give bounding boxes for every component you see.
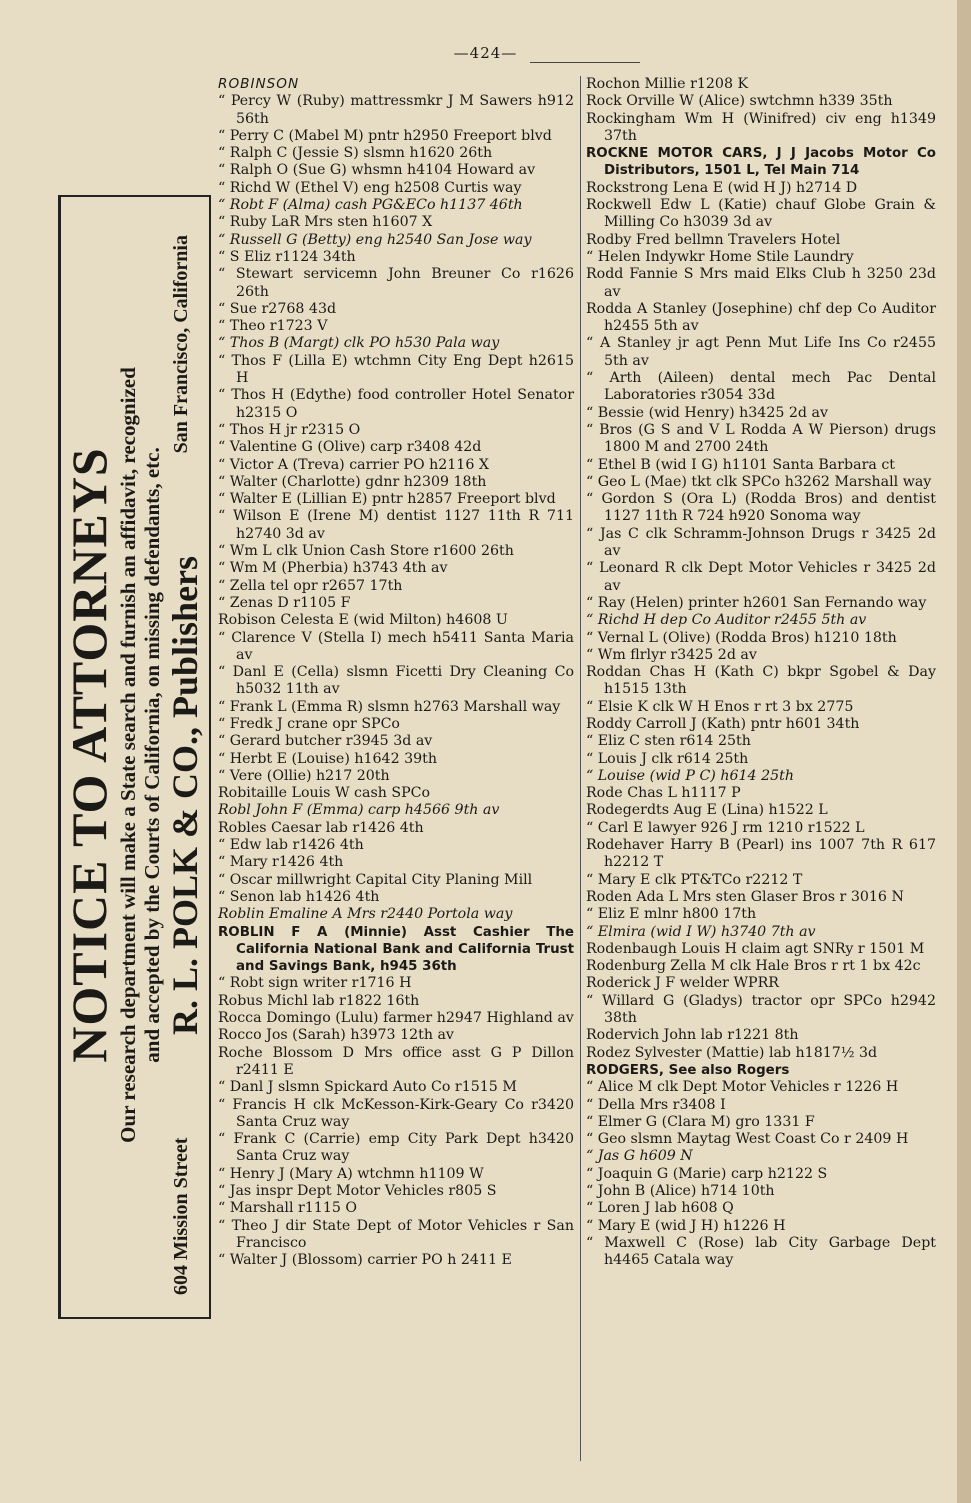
directory-entry: “ Richd W (Ethel V) eng h2508 Curtis way <box>218 179 522 196</box>
header-rule <box>530 62 640 63</box>
directory-entry: “ Russell G (Betty) eng h2540 San Jose way <box>218 231 532 248</box>
directory-entry: “ Ethel B (wid I G) h1101 Santa Barbara ct <box>586 456 895 473</box>
directory-entry: “ Alice M clk Dept Motor Vehicles r 1226 H <box>586 1079 899 1096</box>
directory-entry: Rocca Domingo (Lulu) farmer h2947 Highland av <box>218 1010 574 1027</box>
directory-entry: “ Frank L (Emma R) slsmn h2763 Marshall way <box>218 698 561 715</box>
directory-entry: “ Vere (Ollie) h217 20th <box>218 767 390 784</box>
directory-entry: “ Vernal L (Olive) (Rodda Bros) h1210 18th <box>586 629 897 646</box>
directory-entry: “ Bessie (wid Henry) h3425 2d av <box>586 404 828 421</box>
directory-entry: Roddy Carroll J (Kath) pntr h601 34th <box>586 715 860 732</box>
notice-to-attorneys <box>58 195 206 1315</box>
directory-entry: “ S Eliz r1124 34th <box>218 248 356 265</box>
directory-entry: “ Clarence V (Stella I) mech h5411 Santa Maria av <box>218 629 574 663</box>
publisher-name: R. L. POLK & CO., Publishers <box>165 555 205 1035</box>
publisher-footer <box>164 195 206 1315</box>
directory-entry: “ Sue r2768 43d <box>218 300 337 317</box>
directory-entry: Rocco Jos (Sarah) h3973 12th av <box>218 1027 454 1044</box>
directory-entry: “ Bros (G S and V L Rodda A W Pierson) drugs 1800 M and 2700 24th <box>586 421 936 456</box>
directory-entry: “ Elsie K clk W H Enos r rt 3 bx 2775 <box>586 698 854 715</box>
directory-entry: “ Wm M (Pherbia) h3743 4th av <box>218 560 448 577</box>
directory-entry: ROBINSON <box>218 76 300 92</box>
column-divider <box>580 76 581 1461</box>
directory-entry: “ Zenas D r1105 F <box>218 594 351 611</box>
directory-entry: “ Louise (wid P C) h614 25th <box>586 767 794 784</box>
directory-entry: “ Senon lab h1426 4th <box>218 888 380 905</box>
directory-entry: “ Mary E (wid J H) h1226 H <box>586 1217 786 1234</box>
directory-entry: “ Geo slsmn Maytag West Coast Co r 2409 H <box>586 1131 909 1148</box>
directory-entry: “ Thos H jr r2315 O <box>218 421 361 438</box>
directory-entry: “ Leonard R clk Dept Motor Vehicles r 3425 2d av <box>586 560 936 594</box>
directory-entry: ROCKNE MOTOR CARS, J J Jacobs Motor Co Distributors, 1501 L, Tel Main 714 <box>586 146 936 179</box>
directory-entry: “ Helen Indywkr Home Stile Laundry <box>586 248 854 265</box>
notice-title: NOTICE TO ATTORNEYS <box>61 447 117 1063</box>
directory-entry: “ Theo J dir State Dept of Motor Vehicles r San Francisco <box>218 1217 574 1251</box>
directory-entry: Rodenburg Zella M clk Hale Bros r rt 1 bx 42c <box>586 958 921 975</box>
directory-entry: “ Francis H clk McKesson-Kirk-Geary Co r3420 Santa Cruz way <box>218 1096 574 1130</box>
directory-entry: “ Geo L (Mae) tkt clk SPCo h3262 Marshall way <box>586 473 932 490</box>
directory-entry: Roden Ada L Mrs sten Glaser Bros r 3016 N <box>586 888 904 905</box>
directory-entry: “ Stewart servicemn John Breuner Co r1626 26th <box>218 266 574 300</box>
directory-entry: “ Elmer G (Clara M) gro 1331 F <box>586 1113 815 1130</box>
directory-entry: Robus Michl lab r1822 16th <box>218 992 420 1009</box>
directory-entry: “ Wm flrlyr r3425 2d av <box>586 646 757 663</box>
directory-entry: “ Percy W (Ruby) mattressmkr J M Sawers h912 56th <box>218 93 574 127</box>
directory-entry: Robles Caesar lab r1426 4th <box>218 819 424 836</box>
directory-entry: “ Jas inspr Dept Motor Vehicles r805 S <box>218 1183 497 1199</box>
directory-entry: “ Ralph C (Jessie S) slsmn h1620 26th <box>218 145 493 162</box>
directory-entry: ROBLIN F A (Minnie) Asst Cashier The California National Bank and California Trust and Savings Bank, h945 36th <box>218 924 574 975</box>
directory-entry: “ Walter E (Lillian E) pntr h2857 Freeport blvd <box>218 491 556 508</box>
directory-entry: “ Marshall r1115 O <box>218 1200 358 1217</box>
directory-entry: “ John B (Alice) h714 10th <box>586 1183 775 1199</box>
directory-entry: Roblin Emaline A Mrs r2440 Portola way <box>218 906 513 923</box>
directory-entry: Rodehaver Harry B (Pearl) ins 1007 7th R 617 h2212 T <box>586 837 936 871</box>
directory-entry: “ Gordon S (Ora L) (Rodda Bros) and dentist 1127 11th R 724 h920 Sonoma way <box>586 491 936 525</box>
directory-entry: “ Jas C clk Schramm-Johnson Drugs r 3425 2d av <box>586 525 936 560</box>
directory-entry: Roderick J F welder WPRR <box>586 975 779 992</box>
page-number: —424— <box>453 44 518 62</box>
publisher-address: 604 Mission Street <box>170 1137 192 1295</box>
directory-entry: Rodby Fred bellmn Travelers Hotel <box>586 231 841 248</box>
directory-entry: “ Edw lab r1426 4th <box>218 837 364 854</box>
directory-entry: “ Herbt E (Louise) h1642 39th <box>218 750 438 767</box>
directory-entry: “ A Stanley jr agt Penn Mut Life Ins Co r2455 5th av <box>586 335 936 369</box>
directory-entry: “ Danl E (Cella) slsmn Ficetti Dry Cleaning Co h5032 11th av <box>218 664 574 698</box>
directory-column-right <box>586 76 936 1269</box>
directory-entry: “ Ralph O (Sue G) whsmn h4104 Howard av <box>218 162 536 179</box>
directory-entry: Rockwell Edw L (Katie) chauf Globe Grain & Milling Co h3039 3d av <box>586 197 936 231</box>
directory-entry: Rodervich John lab r1221 8th <box>586 1027 799 1044</box>
directory-entry: “ Zella tel opr r2657 17th <box>218 577 403 594</box>
directory-entry: “ Eliz C sten r614 25th <box>586 733 751 750</box>
directory-entry: “ Wilson E (Irene M) dentist 1127 11th R 711 h2740 3d av <box>218 508 574 542</box>
directory-entry: “ Eliz E mlnr h800 17th <box>586 906 757 923</box>
directory-entry: “ Joaquin G (Marie) carp h2122 S <box>586 1165 828 1182</box>
directory-entry: “ Valentine G (Olive) carp r3408 42d <box>218 439 482 456</box>
directory-entry: Rodda A Stanley (Josephine) chf dep Co Auditor h2455 5th av <box>586 300 936 335</box>
directory-entry: “ Elmira (wid I W) h3740 7th av <box>586 923 816 940</box>
directory-entry: “ Ray (Helen) printer h2601 San Fernando way <box>586 594 927 611</box>
directory-entry: “ Frank C (Carrie) emp City Park Dept h3420 Santa Cruz way <box>218 1131 574 1165</box>
directory-entry: “ Walter (Charlotte) gdnr h2309 18th <box>218 473 487 490</box>
directory-entry: “ Loren J lab h608 Q <box>586 1200 734 1217</box>
directory-entry: Rodenbaugh Louis H claim agt SNRy r 1501 M <box>586 940 925 957</box>
directory-entry: Rode Chas L h1117 P <box>586 785 741 802</box>
directory-entry: “ Gerard butcher r3945 3d av <box>218 733 433 750</box>
directory-entry: Rodd Fannie S Mrs maid Elks Club h 3250 23d av <box>586 266 936 300</box>
directory-entry: Rockingham Wm H (Winifred) civ eng h1349 37th <box>586 110 936 144</box>
directory-entry: Rodegerdts Aug E (Lina) h1522 L <box>586 802 828 819</box>
directory-entry: “ Jas G h609 N <box>586 1148 693 1165</box>
directory-entry: Robison Celesta E (wid Milton) h4608 U <box>218 612 508 629</box>
directory-entry: Rockstrong Lena E (wid H J) h2714 D <box>586 179 858 196</box>
directory-entry: “ Thos F (Lilla E) wtchmn City Eng Dept h2615 H <box>218 352 574 387</box>
directory-entry: “ Perry C (Mabel M) pntr h2950 Freeport blvd <box>218 127 552 144</box>
directory-entry: “ Arth (Aileen) dental mech Pac Dental Laboratories r3054 33d <box>586 370 936 404</box>
directory-entry: Rochon Millie r1208 K <box>586 76 749 92</box>
directory-entry: “ Louis J clk r614 25th <box>586 750 749 767</box>
directory-entry: Rodez Sylvester (Mattie) lab h1817½ 3d <box>586 1044 878 1061</box>
notice-text-line-1: Our research department will make a State search and furnish an affidavit, recognized <box>116 367 140 1143</box>
directory-entry: “ Theo r1723 V <box>218 318 328 335</box>
notice-text-line-2: and accepted by the Courts of California, on missing defendants, etc. <box>140 447 164 1063</box>
directory-entry: “ Maxwell C (Rose) lab City Garbage Dept h4465 Catala way <box>586 1234 936 1269</box>
directory-column-left <box>218 76 574 1269</box>
directory-entry: “ Della Mrs r3408 I <box>586 1096 726 1113</box>
directory-entry: “ Ruby LaR Mrs sten h1607 X <box>218 214 433 231</box>
directory-entry: Roddan Chas H (Kath C) bkpr Sgobel & Day h1515 13th <box>586 664 936 698</box>
directory-entry: “ Henry J (Mary A) wtchmn h1109 W <box>218 1165 484 1182</box>
directory-entry: “ Fredk J crane opr SPCo <box>218 715 400 732</box>
directory-entry: “ Danl J slsmn Spickard Auto Co r1515 M <box>218 1079 517 1096</box>
directory-entry: RODGERS, See also Rogers <box>586 1062 790 1078</box>
directory-entry: “ Robt sign writer r1716 H <box>218 975 412 992</box>
directory-entry: “ Wm L clk Union Cash Store r1600 26th <box>218 543 514 560</box>
page-edge <box>957 0 971 1503</box>
directory-entry: “ Oscar millwright Capital City Planing Mill <box>218 871 533 888</box>
directory-entry: “ Richd H dep Co Auditor r2455 5th av <box>586 612 867 629</box>
directory-entry: Rock Orville W (Alice) swtchmn h339 35th <box>586 93 893 110</box>
directory-entry: “ Thos H (Edythe) food controller Hotel Senator h2315 O <box>218 387 574 421</box>
directory-entry: Robitaille Louis W cash SPCo <box>218 785 431 802</box>
directory-entry: “ Carl E lawyer 926 J rm 1210 r1522 L <box>586 819 865 836</box>
directory-entry: “ Walter J (Blossom) carrier PO h 2411 E <box>218 1252 512 1269</box>
directory-entry: “ Robt F (Alma) cash PG&ECo h1137 46th <box>218 197 523 214</box>
directory-entry: “ Mary E clk PT&TCo r2212 T <box>586 871 803 888</box>
directory-entry: “ Willard G (Gladys) tractor opr SPCo h2942 38th <box>586 992 936 1027</box>
directory-entry: “ Mary r1426 4th <box>218 854 344 871</box>
publisher-city: San Francisco, California <box>170 235 192 454</box>
directory-entry: Robl John F (Emma) carp h4566 9th av <box>218 802 500 819</box>
directory-entry: “ Victor A (Treva) carrier PO h2116 X <box>218 456 489 473</box>
directory-entry: Roche Blossom D Mrs office asst G P Dillon r2411 E <box>218 1044 574 1078</box>
directory-entry: “ Thos B (Margt) clk PO h530 Pala way <box>218 335 500 352</box>
